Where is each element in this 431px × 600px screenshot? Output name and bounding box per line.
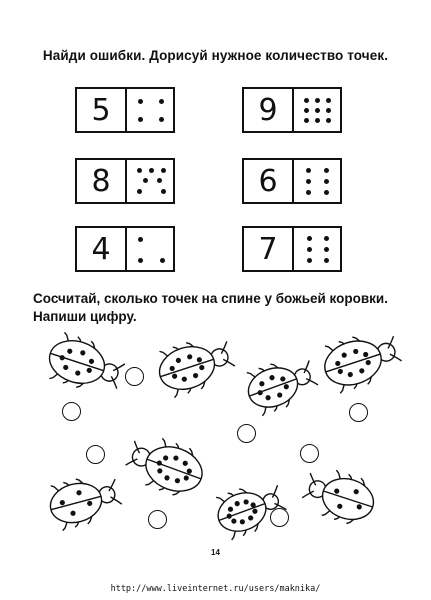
card-digit: 9 (244, 89, 294, 131)
card-dots (127, 160, 173, 202)
number-card-9 (242, 87, 342, 133)
card-dots (127, 228, 173, 270)
task2-line1: Сосчитай, сколько точек на спине у божьей коровки. (33, 291, 388, 306)
card-dots (127, 89, 173, 131)
card-dots (294, 89, 340, 131)
answer-circle[interactable] (125, 367, 144, 386)
answer-circle[interactable] (86, 445, 105, 464)
task1-instruction: Найди ошибки. Дорисуй нужное количество точек. (42, 48, 389, 63)
answer-circle[interactable] (349, 403, 368, 422)
card-digit: 7 (244, 228, 294, 270)
ladybug-5 (134, 436, 214, 498)
number-card-4 (75, 226, 175, 272)
ladybug-8 (312, 468, 384, 526)
answer-circle[interactable] (62, 402, 81, 421)
answer-circle[interactable] (148, 510, 167, 529)
task2-instruction (33, 290, 388, 326)
ladybug-3 (238, 358, 308, 413)
card-digit: 8 (77, 160, 127, 202)
answer-circle[interactable] (300, 444, 319, 463)
page-number: 14 (211, 548, 220, 557)
task2-line2: Напиши цифру. (33, 309, 137, 324)
card-dots (294, 160, 340, 202)
answer-circle[interactable] (270, 508, 289, 527)
ladybug-4 (313, 330, 393, 392)
card-digit: 4 (77, 228, 127, 270)
card-digit: 5 (77, 89, 127, 131)
ladybug-7 (208, 483, 276, 537)
card-digit: 6 (244, 160, 294, 202)
footer-url: http://www.liveinternet.ru/users/maknika/ (110, 584, 321, 594)
number-card-5 (75, 87, 175, 133)
number-card-7 (242, 226, 342, 272)
answer-circle[interactable] (237, 424, 256, 443)
card-dots (294, 228, 340, 270)
number-card-6 (242, 158, 342, 204)
number-card-8 (75, 158, 175, 204)
ladybug-2 (148, 336, 226, 396)
ladybug-1 (38, 330, 116, 390)
ladybug-6 (40, 473, 112, 529)
